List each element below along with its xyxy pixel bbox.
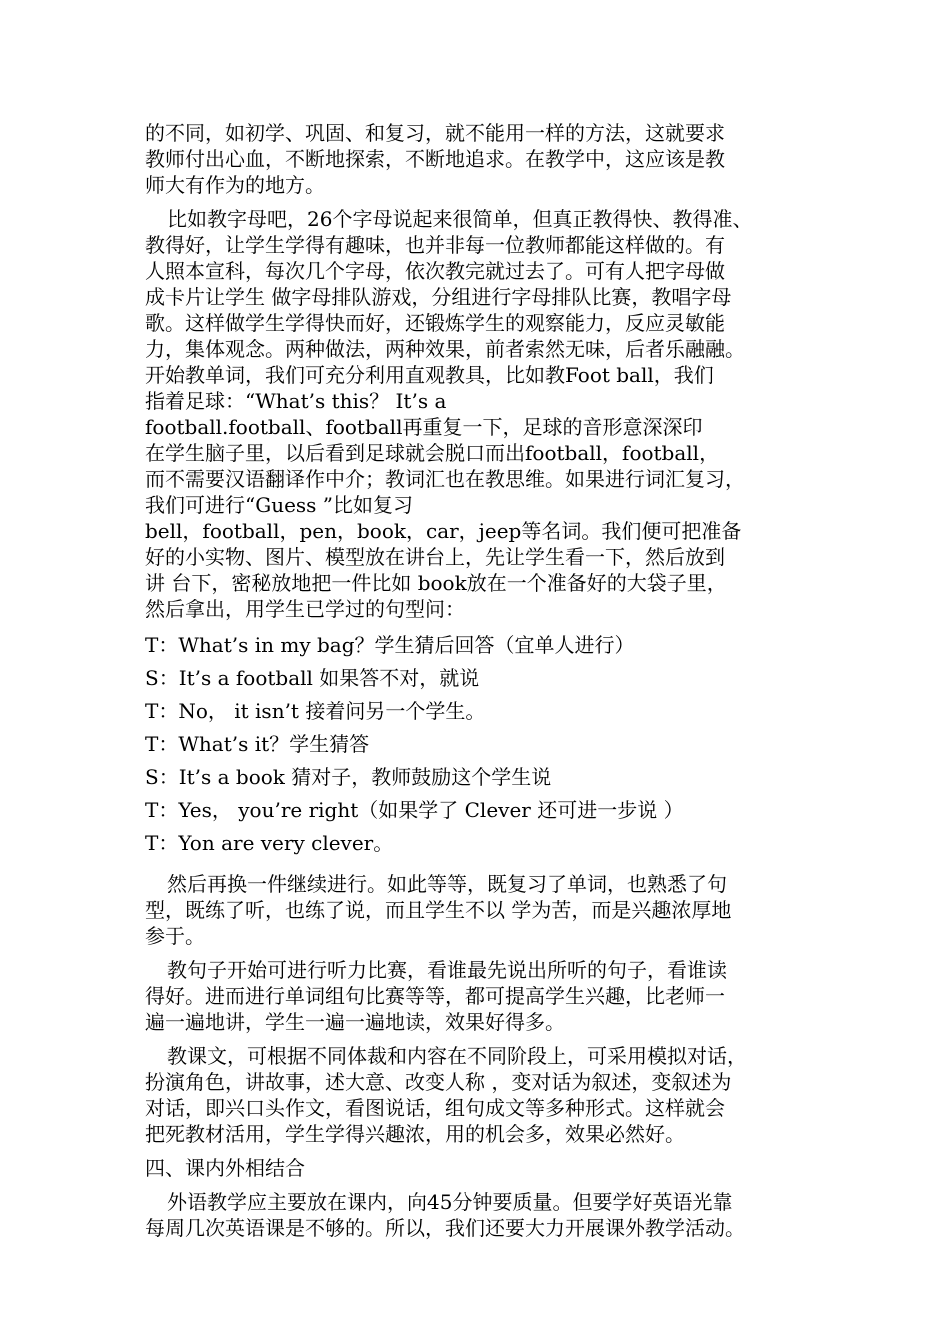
paragraph-extracurricular bbox=[145, 1189, 810, 1241]
text-line: 把死教材活用，学生学得兴趣浓，用的机会多，效果必然好。 bbox=[145, 1122, 685, 1146]
text-line: 的不同，如初学、巩固、和复习，就不能用一样的方法，这就要求 bbox=[145, 121, 725, 145]
dialog-line: T：Yes， you’re right（如果学了 Clever 还可进一步说 ） bbox=[145, 798, 684, 822]
text-line: 对话，即兴口头作文，看图说话，组句成文等多种形式。这样就会 bbox=[145, 1096, 725, 1120]
text-line: 外语教学应主要放在课内，向45分钟要质量。但要学好英语光靠 bbox=[167, 1190, 733, 1214]
paragraph-letters-and-words bbox=[145, 206, 810, 622]
text-line: 讲 台下，密秘放地把一件比如 book放在一个准备好的大袋子里， bbox=[145, 571, 727, 595]
text-line: 师大有作为的地方。 bbox=[145, 173, 325, 197]
text-line: 在学生脑子里，以后看到足球就会脱口而出football，football， bbox=[145, 441, 720, 465]
text-line: 然后拿出，用学生已学过的句型问： bbox=[145, 597, 465, 621]
text-line: 人照本宣科，每次几个字母，依次教完就过去了。可有人把字母做 bbox=[145, 259, 725, 283]
document-body bbox=[145, 120, 810, 1241]
text-line: 教得好，让学生学得有趣味，也并非每一位教师都能这样做的。有 bbox=[145, 233, 725, 257]
heading-text: 四、课内外相结合 bbox=[145, 1156, 305, 1180]
text-line: football.football、football再重复一下，足球的音形意深深印 bbox=[145, 415, 703, 439]
paragraph-texts bbox=[145, 1043, 810, 1147]
text-line: 教师付出心血，不断地探索，不断地追求。在教学中，这应该是教 bbox=[145, 147, 725, 171]
text-line: 教句子开始可进行听力比赛，看谁最先说出所听的句子，看谁读 bbox=[167, 958, 727, 982]
text-line: 每周几次英语课是不够的。所以，我们还要大力开展课外教学活动。 bbox=[145, 1216, 745, 1240]
text-line: 而不需要汉语翻译作中介；教词汇也在教思维。如果进行词汇复习， bbox=[145, 467, 745, 491]
dialog-line: T：No， it isn’t 接着问另一个学生。 bbox=[145, 699, 486, 723]
section-heading bbox=[145, 1155, 810, 1181]
text-line: 遍一遍地讲，学生一遍一遍地读，效果好得多。 bbox=[145, 1010, 565, 1034]
paragraph-review bbox=[145, 871, 810, 949]
text-line: 成卡片让学生 做字母排队游戏，分组进行字母排队比赛，教唱字母 bbox=[145, 285, 732, 309]
text-line: 开始教单词，我们可充分利用直观教具，比如教Foot ball，我们 bbox=[145, 363, 714, 387]
text-line: 比如教字母吧，26个字母说起来很简单，但真正教得快、教得准、 bbox=[167, 207, 753, 231]
paragraph-sentences bbox=[145, 957, 810, 1035]
dialog-line: T：What’s it？学生猜答 bbox=[145, 732, 370, 756]
text-line: 型，既练了听，也练了说，而且学生不以 学为苦，而是兴趣浓厚地 bbox=[145, 898, 732, 922]
text-line: bell，football，pen，book，car，jeep等名词。我们便可把准备 bbox=[145, 519, 742, 543]
text-line: 指着足球：“What’s this？ It’s a bbox=[145, 389, 447, 413]
dialog-line: T：What’s in my bag？学生猜后回答（宜单人进行） bbox=[145, 633, 635, 657]
text-line: 教课文，可根据不同体裁和内容在不同阶段上，可采用模拟对话， bbox=[167, 1044, 747, 1068]
dialog-line: T：Yon are very clever。 bbox=[145, 831, 394, 855]
paragraph-continuation bbox=[145, 120, 810, 198]
text-line: 我们可进行“Guess ”比如复习 bbox=[145, 493, 414, 517]
text-line: 好的小实物、图片、模型放在讲台上，先让学生看一下，然后放到 bbox=[145, 545, 725, 569]
text-line: 然后再换一件继续进行。如此等等，既复习了单词，也熟悉了句 bbox=[167, 872, 727, 896]
text-line: 参于。 bbox=[145, 924, 205, 948]
text-line: 得好。进而进行单词组句比赛等等，都可提高学生兴趣，比老师一 bbox=[145, 984, 725, 1008]
dialog-line: S：It’s a football 如果答不对，就说 bbox=[145, 666, 480, 690]
text-line: 歌。这样做学生学得快而好，还锻炼学生的观察能力，反应灵敏能 bbox=[145, 311, 725, 335]
text-line: 扮演角色，讲故事，述大意、改变人称 ，变对话为叙述，变叙述为 bbox=[145, 1070, 732, 1094]
dialog-line: S：It’s a book 猜对子，教师鼓励这个学生说 bbox=[145, 765, 552, 789]
text-line: 力，集体观念。两种做法，两种效果，前者索然无味，后者乐融融。 bbox=[145, 337, 745, 361]
dialog-block bbox=[145, 632, 810, 863]
